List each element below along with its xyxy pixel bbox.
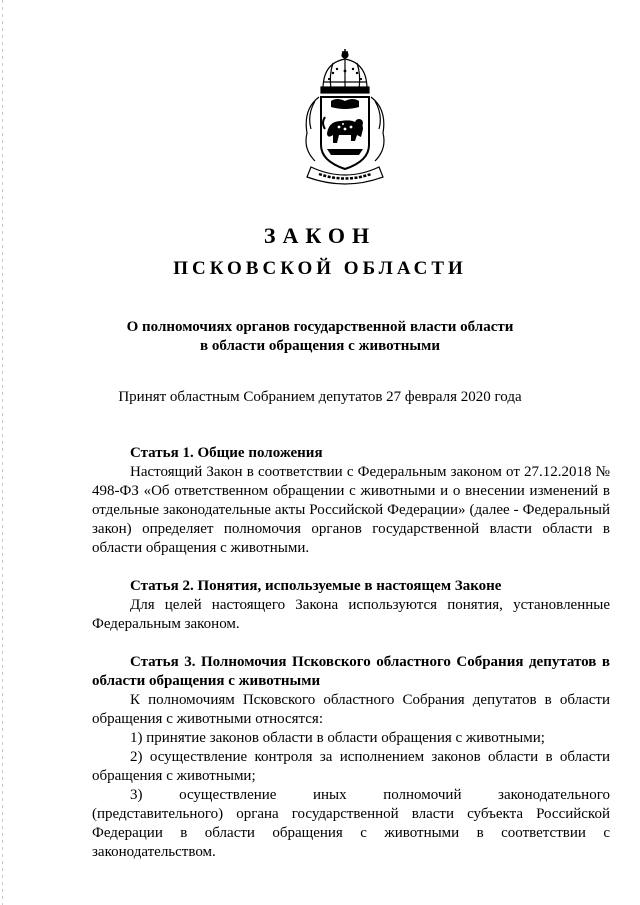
article-1-heading: Статья 1. Общие положения: [130, 445, 323, 461]
subject-line-1: О полномочиях органов государственной власти области: [126, 319, 514, 335]
law-body: [92, 444, 610, 862]
region-title: ПСКОВСКОЙ ОБЛАСТИ: [173, 258, 467, 279]
scan-edge: [2, 0, 3, 905]
article-2-paragraph: Для целей настоящего Закона используются понятия, установленные Федеральным законом.: [92, 597, 610, 632]
article-1-paragraph: Настоящий Закон в соответствии с Федеральным законом от 27.12.2018 № 498-ФЗ «Об ответственном обращении с животными и о внесении изменений в отдельные законодательные акты Российской Федерации» (далее - Федеральный закон) определяет полномочия органов государственной власти области в области обращения с животными.: [92, 464, 610, 556]
article-3-heading: Статья 3. Полномочия Псковского областного Собрания депутатов в области обращения с животными: [92, 654, 610, 689]
article-3-item-2: 2) осуществление контроля за исполнением законов области в области обращения с животными;: [92, 749, 610, 784]
law-subject: [0, 318, 640, 356]
article-2-heading: Статья 2. Понятия, используемые в настоящем Законе: [130, 578, 502, 594]
law-title: ЗАКОН: [263, 223, 377, 248]
subject-line-2: в области обращения с животными: [200, 338, 440, 354]
article-3-item-3: 3) осуществление иных полномочий законодательного (представительного) органа государственной власти субъекта Российской Федерации в области обращения с животными в соответствии с законодательством.: [92, 787, 610, 860]
adoption-note: Принят областным Собранием депутатов 27 февраля 2020 года: [118, 389, 522, 405]
article-3-item-1: 1) принятие законов области в области обращения с животными;: [130, 730, 545, 746]
pskov-coat-of-arms-icon: [293, 49, 397, 189]
article-3-intro: К полномочиям Псковского областного Собрания депутатов в области обращения с животными относятся:: [92, 692, 610, 727]
